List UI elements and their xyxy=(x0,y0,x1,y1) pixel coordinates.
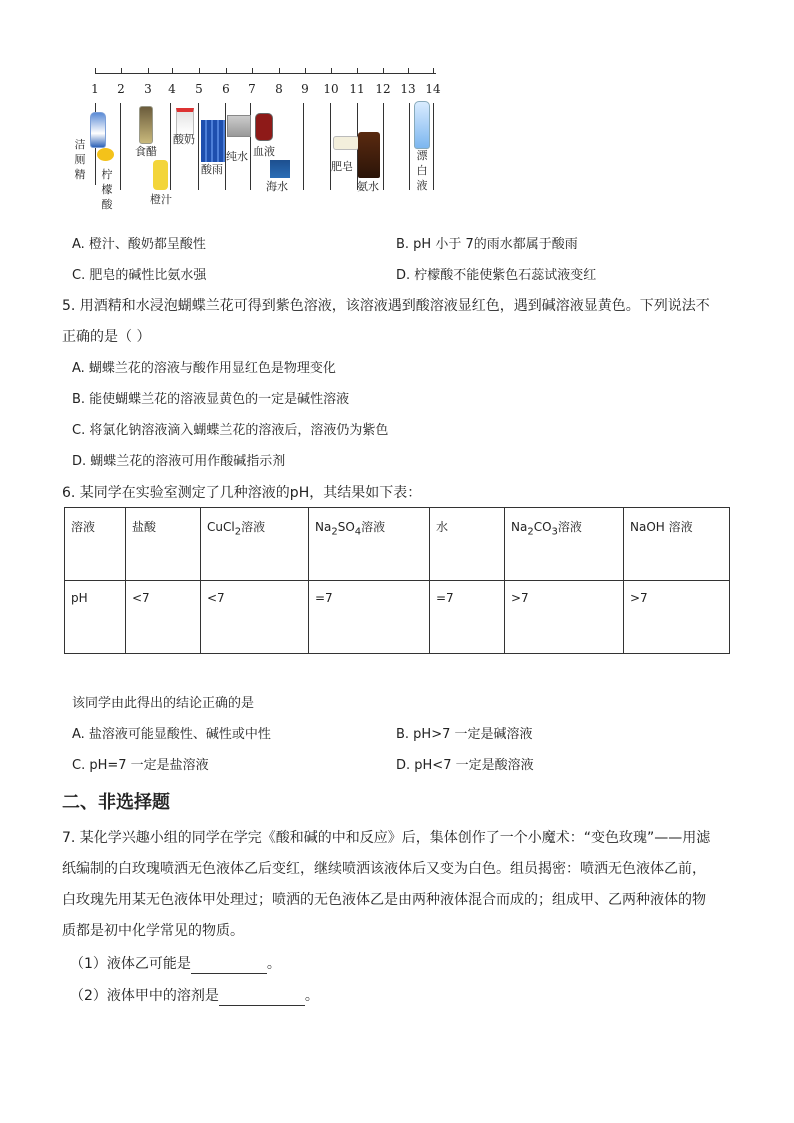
ph-scale-figure xyxy=(0,0,794,230)
label-blood: 血液 xyxy=(253,145,275,158)
q4-option-b: B. pH 小于 7的雨水都属于酸雨 xyxy=(396,237,578,252)
cell-suffix: 溶液 xyxy=(241,520,266,534)
label-detergent: 洁厕精 xyxy=(74,138,86,181)
ph-tick xyxy=(148,68,149,74)
vinegar-bottle-icon xyxy=(139,106,153,144)
ph-tick-label: 10 xyxy=(323,82,339,96)
q6-option-b: B. pH>7 一定是碱溶液 xyxy=(396,727,533,742)
section-title: 二、非选择题 xyxy=(62,792,170,813)
q7-line3: 白玫瑰先用某无色液体甲处理过；喷洒的无色液体乙是由两种液体混合而成的；组成甲、乙两种液体的物 xyxy=(62,892,706,908)
label-acid-rain: 酸雨 xyxy=(201,163,223,176)
label-yogurt: 酸奶 xyxy=(173,133,195,146)
blood-bag-icon xyxy=(255,113,273,141)
answer-blank-1[interactable] xyxy=(191,959,267,974)
table-row xyxy=(65,581,730,654)
q6-option-c: C. pH=7 一定是盐溶液 xyxy=(72,758,209,773)
table-row xyxy=(65,508,730,581)
ph-tick xyxy=(199,68,200,74)
table-cell: =7 xyxy=(309,581,430,654)
label-bleach: 漂白液 xyxy=(416,149,428,192)
ph-tick xyxy=(172,68,173,74)
table-cell xyxy=(201,508,309,581)
ph-tick-label: 9 xyxy=(301,82,309,96)
formula-na: Na xyxy=(315,520,332,534)
table-cell: 盐酸 xyxy=(126,508,201,581)
q7-sub2 xyxy=(70,986,319,1006)
formula-so: SO xyxy=(337,520,355,534)
ph-tick-label: 5 xyxy=(195,82,203,96)
ammonia-bottle-icon xyxy=(358,132,380,178)
q6-stem: 6. 某同学在实验室测定了几种溶液的pH，其结果如下表： xyxy=(62,485,422,501)
cell-suffix: 溶液 xyxy=(557,520,582,534)
ph-separator-line xyxy=(120,103,121,190)
ph-separator-line xyxy=(225,103,226,190)
label-vinegar: 食醋 xyxy=(135,145,157,158)
q7-sub1-prefix: （1）液体乙可能是 xyxy=(70,956,191,972)
q6-option-d: D. pH<7 一定是酸溶液 xyxy=(396,758,534,773)
subscript: 4 xyxy=(354,526,362,538)
ph-tick xyxy=(226,68,227,74)
ph-tick-label: 6 xyxy=(222,82,230,96)
q5-stem-line2: 正确的是（ ） xyxy=(62,329,151,345)
period: 。 xyxy=(266,956,281,972)
seawater-icon xyxy=(270,160,290,178)
yogurt-cup-icon xyxy=(176,108,194,135)
ph-tick-label: 4 xyxy=(168,82,176,96)
label-pure-water: 纯水 xyxy=(226,150,248,163)
q5-option-b: B. 能使蝴蝶兰花的溶液显黄色的一定是碱性溶液 xyxy=(72,392,350,407)
q5-option-d: D. 蝴蝶兰花的溶液可用作酸碱指示剂 xyxy=(72,454,286,469)
formula-na: Na xyxy=(511,520,528,534)
q6-conclusion: 该同学由此得出的结论正确的是 xyxy=(72,696,255,711)
table-cell: =7 xyxy=(430,581,505,654)
label-lemon: 柠檬酸 xyxy=(101,168,113,211)
q7-line4: 质都是初中化学常见的物质。 xyxy=(62,923,244,939)
table-cell: NaOH 溶液 xyxy=(624,508,730,581)
label-orange: 橙汁 xyxy=(150,193,172,206)
q4-option-a: A. 橙汁、酸奶都呈酸性 xyxy=(72,237,206,252)
ph-tick xyxy=(95,68,96,74)
ph-tick-label: 7 xyxy=(248,82,256,96)
q5-stem-line1: 5. 用酒精和水浸泡蝴蝶兰花可得到紫色溶液，该溶液遇到酸溶液显红色，遇到碱溶液显黄色。下列说法不 xyxy=(62,298,710,314)
q5-option-a: A. 蝴蝶兰花的溶液与酸作用显红色是物理变化 xyxy=(72,361,336,376)
ph-tick xyxy=(279,68,280,74)
ph-separator-line xyxy=(433,103,434,190)
ph-tick-label: 3 xyxy=(144,82,152,96)
q7-sub1 xyxy=(70,954,281,974)
table-cell: 水 xyxy=(430,508,505,581)
q7-sub2-prefix: （2）液体甲中的溶剂是 xyxy=(70,988,219,1004)
ph-tick xyxy=(408,68,409,74)
ph-separator-line xyxy=(330,103,331,190)
ph-tick-label: 8 xyxy=(275,82,283,96)
subscript: 3 xyxy=(551,526,558,538)
ph-separator-line xyxy=(198,103,199,190)
subscript: 2 xyxy=(331,526,338,538)
table-cell: >7 xyxy=(505,581,624,654)
orange-juice-icon xyxy=(153,160,168,190)
table-cell: <7 xyxy=(201,581,309,654)
formula-co: CO xyxy=(533,520,552,534)
table-cell: >7 xyxy=(624,581,730,654)
label-ammonia: 氨水 xyxy=(357,180,379,193)
ph-tick xyxy=(252,68,253,74)
ph-tick-label: 11 xyxy=(349,82,365,96)
ph-tick xyxy=(331,68,332,74)
ph-tick xyxy=(305,68,306,74)
ph-tick xyxy=(357,68,358,74)
ph-separator-line xyxy=(170,103,171,190)
ph-tick-label: 12 xyxy=(375,82,391,96)
formula-cucl: CuCl xyxy=(207,520,235,534)
acid-rain-icon xyxy=(201,120,225,162)
pure-water-icon xyxy=(227,115,251,137)
ph-separator-line xyxy=(383,103,384,190)
q5-option-c: C. 将氯化钠溶液滴入蝴蝶兰花的溶液后，溶液仍为紫色 xyxy=(72,423,389,438)
table-cell: 溶液 xyxy=(65,508,126,581)
table-cell: pH xyxy=(65,581,126,654)
ph-results-table xyxy=(64,507,730,654)
q4-option-c: C. 肥皂的碱性比氨水强 xyxy=(72,268,207,283)
ph-tick xyxy=(433,68,434,74)
table-cell: <7 xyxy=(126,581,201,654)
soap-bar-icon xyxy=(333,136,359,150)
q7-line2: 纸编制的白玫瑰喷洒无色液体乙后变红，继续喷洒该液体后又变为白色。组员揭密：喷洒无色液体乙前， xyxy=(62,861,706,877)
subscript: 2 xyxy=(527,526,534,538)
ph-axis-line xyxy=(95,73,436,74)
table-cell xyxy=(309,508,430,581)
lemon-icon xyxy=(97,148,114,161)
detergent-bottle-icon xyxy=(90,112,106,148)
ph-separator-line xyxy=(409,103,410,190)
label-seawater: 海水 xyxy=(266,180,288,193)
ph-tick-label: 1 xyxy=(91,82,99,96)
bleach-bottle-icon xyxy=(414,101,430,149)
ph-tick xyxy=(383,68,384,74)
subscript: 2 xyxy=(234,526,242,538)
q7-line1: 7. 某化学兴趣小组的同学在学完《酸和碱的中和反应》后，集体创作了一个小魔术：“变色玫瑰”——用滤 xyxy=(62,830,711,846)
q6-option-a: A. 盐溶液可能显酸性、碱性或中性 xyxy=(72,727,271,742)
cell-suffix: 溶液 xyxy=(361,520,386,534)
period: 。 xyxy=(304,988,319,1004)
label-soap: 肥皂 xyxy=(331,160,353,173)
ph-separator-line xyxy=(303,103,304,190)
table-cell xyxy=(505,508,624,581)
ph-tick xyxy=(121,68,122,74)
answer-blank-2[interactable] xyxy=(219,991,305,1006)
q4-option-d: D. 柠檬酸不能使紫色石蕊试液变红 xyxy=(396,268,597,283)
ph-tick-label: 13 xyxy=(400,82,416,96)
ph-tick-label: 14 xyxy=(425,82,441,96)
ph-tick-label: 2 xyxy=(117,82,125,96)
